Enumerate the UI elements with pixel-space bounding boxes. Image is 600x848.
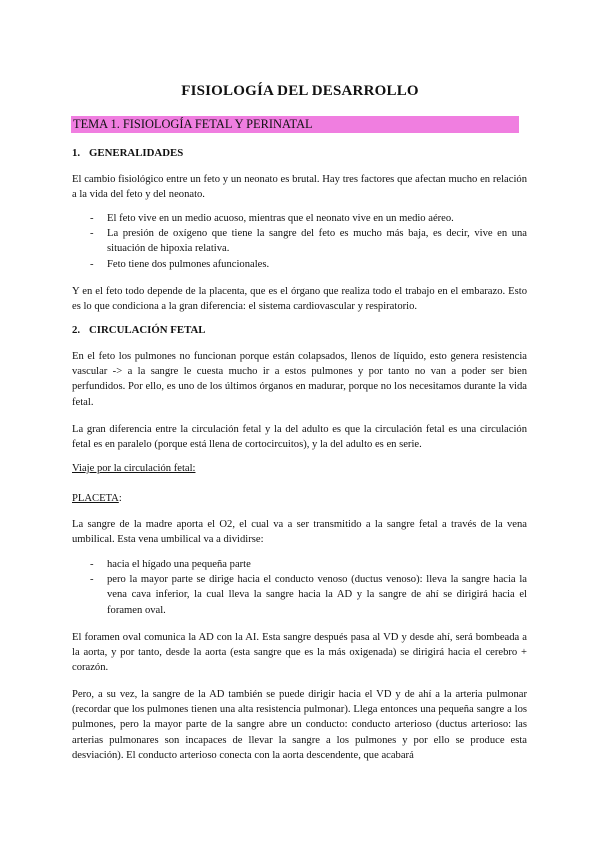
dash-bullet: -: [90, 213, 94, 224]
paragraph-generalidades-placenta: Y en el feto todo depende de la placenta, que es el órgano que realiza todo el trabajo en el embarazo. Esto es lo que condiciona a la gran diferencia: el sistema cardiovascular y respiratorio.: [72, 286, 527, 313]
section-number: 2.: [72, 324, 81, 336]
section-title: GENERALIDADES: [89, 147, 184, 159]
list-item: - pero la mayor parte se dirige hacia el conducto venoso (ductus venoso): lleva la sangre hacia la vena cava inferior, la cual lleva la sangre hacia la AD y la sangre de ahí se dirigirá hacia el foramen oval.: [90, 574, 527, 616]
paragraph-foramen-oval: El foramen oval comunica la AD con la AI. Esta sangre después pasa al VD y desde ahí, será bombeada a la aorta, y por tanto, desde la aorta (esta sangre que es la más oxigenada) se dirigirá hacia el cerebro + corazón.: [72, 632, 527, 674]
bullet-list-vena-umbilical: [90, 557, 527, 618]
list-item: - El feto vive en un medio acuoso, mientras que el neonato vive en un medio aéreo.: [90, 211, 527, 226]
placenta-label: PLACETA:: [72, 493, 122, 504]
section-title: CIRCULACIÓN FETAL: [89, 324, 206, 336]
paragraph-pulmones-fetales: En el feto los pulmones no funcionan porque están colapsados, llenos de líquido, esto genera resistencia vascular -> a la sangre le cuesta mucho ir a estos pulmones y por tanto no van a poder ser bien perfundidos. Por ello, es uno de los últimos órganos en madurar, porque no los necesitamos durante la vida fetal.: [72, 351, 527, 408]
viaje-label: Viaje por la circulación fetal:: [72, 463, 196, 474]
paragraph-circulacion-paralelo: La gran diferencia entre la circulación fetal y la del adulto es que la circulación fetal es una circulación fetal es en paralelo (porque está llena de cortocircuitos), y la del adulto es en serie.: [72, 424, 527, 451]
list-item: - hacia el hígado una pequeña parte: [90, 557, 527, 572]
document-title: FISIOLOGÍA DEL DESARROLLO: [181, 83, 419, 99]
list-item: - La presión de oxígeno que tiene la sangre del feto es mucho más baja, es decir, vive en una situación de hipoxia relativa.: [90, 228, 527, 255]
section-heading-generalidades: [72, 146, 183, 161]
tema-heading-highlight: TEMA 1. FISIOLOGÍA FETAL Y PERINATAL: [71, 116, 519, 133]
section-heading-circulacion-fetal: [72, 323, 205, 338]
paragraph-generalidades-intro: El cambio fisiológico entre un feto y un neonato es brutal. Hay tres factores que afectan mucho en relación a la vida del feto y del neonato.: [72, 174, 527, 201]
dash-bullet: -: [90, 559, 94, 570]
paragraph-conducto-arterioso: Pero, a su vez, la sangre de la AD también se puede dirigir hacia el VD y de ahí a la arteria pulmonar (recordar que los pulmones tienen una alta resistencia pulmonar). Llega entonces una pequeña sangre a los pulmones, pero la mayor parte de la sangre abre un conducto: conducto arterioso (ductus arterioso: las arterias pulmonares son incapaces de llevar la sangre a los pulmones y por ello se produce esta desviación). El conducto arterioso conecta con la aorta descendente, que acabará: [72, 689, 527, 761]
dash-bullet: -: [90, 258, 94, 270]
dash-bullet: -: [90, 228, 94, 240]
dash-bullet: -: [90, 574, 94, 586]
list-item: - Feto tiene dos pulmones afuncionales.: [90, 257, 527, 272]
section-number: 1.: [72, 147, 81, 159]
bullet-list-factores: [90, 211, 527, 272]
paragraph-vena-umbilical: La sangre de la madre aporta el O2, el cual va a ser transmitido a la sangre fetal a través de la vena umbilical. Esta vena umbilical va a dividirse:: [72, 519, 527, 546]
